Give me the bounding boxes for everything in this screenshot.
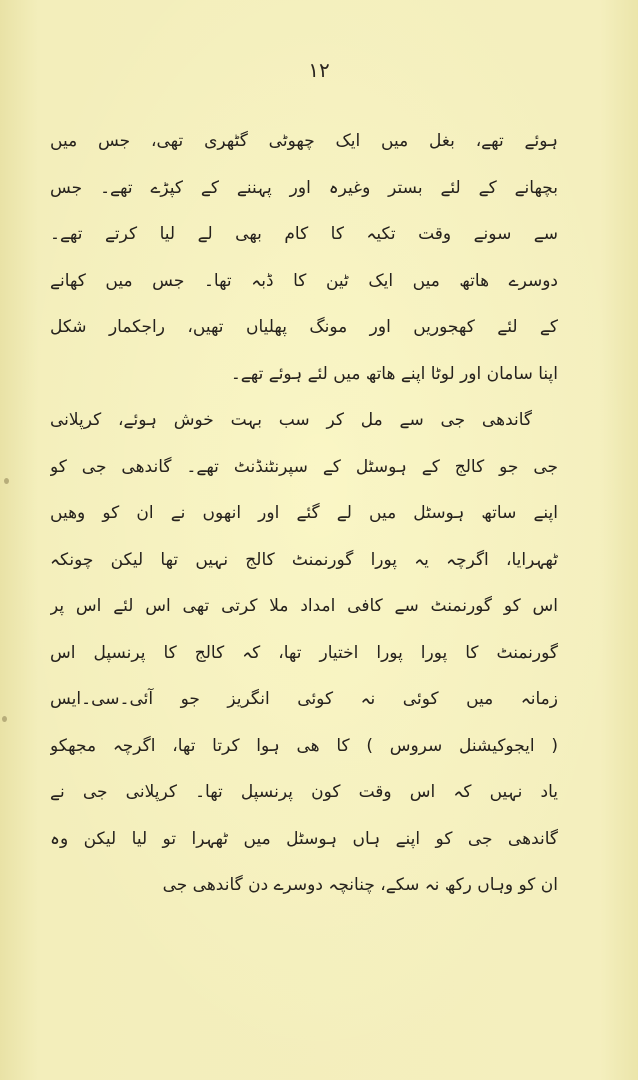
- body-text: [50, 118, 558, 909]
- text-line: ہوئے تھے، بغل میں ایک چھوٹی گٹھری تھی، جس میں: [50, 131, 558, 151]
- text-line: ان کو وہاں رکھ نہ سکے، چنانچہ دوسرے دن گاندھی جی: [162, 875, 558, 895]
- text-line: سے سونے وقت تکیہ کا کام بھی لے لیا کرتے تھے۔: [50, 224, 558, 244]
- text-line: کے لئے کھجوریں اور مونگ پھلیاں تھیں، راجکمار شکل: [50, 317, 558, 337]
- text-line: جی جو کالج کے ہوسٹل کے سپرنٹنڈنٹ تھے۔ گاندھی جی کو: [50, 456, 558, 477]
- text-line: گورنمنٹ کا پورا پورا اختیار تھا، کہ کالج کا پرنسپل اس: [50, 642, 558, 663]
- text-line: دوسرے ھاتھ میں ایک ٹین کا ڈبہ تھا۔ جس میں کھانے: [50, 270, 558, 291]
- text-line: ( ایجوکیشنل سروس ) کا ھی ہوا کرتا تھا، اگرچہ مجھکو: [50, 735, 558, 756]
- text-line: ٹھہرایا، اگرچہ یہ پورا گورنمنٹ کالج نہیں تھا لیکن چونکہ: [50, 549, 558, 570]
- text-line: زمانہ میں کوئی نہ کوئی انگریز جو آئی۔سی۔ایس: [50, 689, 558, 709]
- text-line: بچھانے کے لئے بستر وغیرہ اور پہننے کے کپڑے تھے۔ جس: [50, 177, 558, 198]
- page-number: ۱۲: [308, 58, 330, 82]
- text-line: گاندھی جی کو اپنے ہاں ہوسٹل میں ٹھہرا تو لیا لیکن وہ: [50, 828, 558, 849]
- text-line: گاندھی جی سے مل کر سب بہت خوش ہوئے، کرپلانی: [50, 410, 532, 430]
- text-line: اس کو گورنمنٹ سے کافی امداد ملا کرتی تھی اس لئے اس پر: [50, 596, 558, 616]
- paper-speck: [4, 478, 9, 484]
- text-line: اپنے ساتھ ہوسٹل میں لے گئے اور انھوں نے ان کو وھیں: [50, 503, 558, 523]
- paper-speck: [2, 716, 7, 722]
- text-line: یاد نہیں کہ اس وقت کون پرنسپل تھا۔ کرپلانی جی نے: [50, 782, 558, 802]
- text-line: اپنا سامان اور لوٹا اپنے ھاتھ میں لئے ہوئے تھے۔: [230, 363, 558, 384]
